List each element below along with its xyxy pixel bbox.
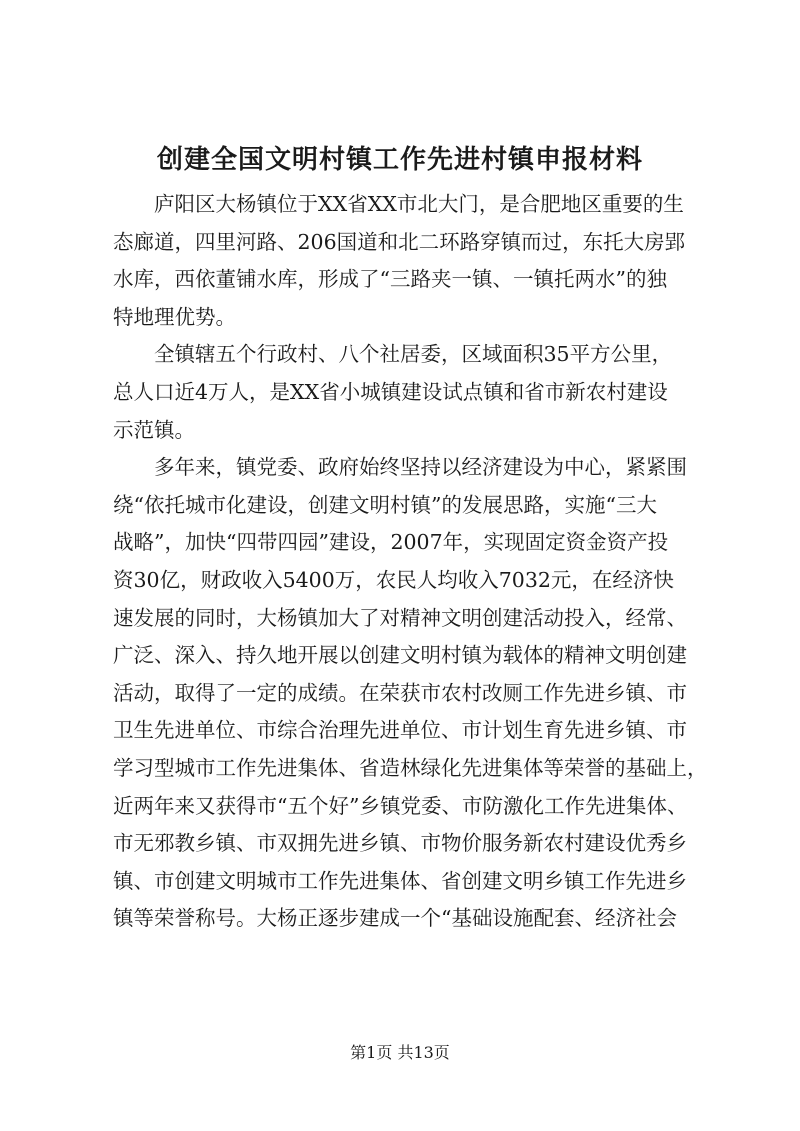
paragraph-1 xyxy=(113,186,713,336)
text-line: 庐阳区大杨镇位于XX省XX市北大门，是合肥地区重要的生 xyxy=(154,192,684,216)
text-line: 总人口近4万人，是XX省小城镇建设试点镇和省市新农村建设 xyxy=(113,379,668,404)
text-line: 镇、市创建文明城市工作先进集体、省创建文明乡镇工作先进乡 xyxy=(113,868,687,893)
text-line: 卫生先进单位、市综合治理先进单位、市计划生育先进乡镇、市 xyxy=(113,718,687,743)
paragraph-2 xyxy=(113,336,713,449)
document-title: 创建全国文明村镇工作先进村镇申报材料 xyxy=(156,145,643,175)
text-line: 学习型城市工作先进集体、省造林绿化先进集体等荣誉的基础上， xyxy=(113,755,708,780)
text-line: 资30亿，财政收入5400万，农民人均收入7032元，在经济快 xyxy=(113,567,674,592)
text-line: 速发展的同时，大杨镇加大了对精神文明创建活动投入，经常、 xyxy=(113,605,687,630)
text-line: 战略”，加快“四带四园”建设，2007年，实现固定资金资产投 xyxy=(113,530,669,555)
text-line: 绕“依托城市化建设，创建文明村镇”的发展思路，实施“三大 xyxy=(113,492,657,517)
document-body xyxy=(113,186,713,938)
text-line: 镇等荣誉称号。大杨正逐步建成一个“基础设施配套、经济社会 xyxy=(113,906,677,931)
paragraph-3 xyxy=(113,449,713,938)
text-line: 广泛、深入、持久地开展以创建文明村镇为载体的精神文明创建 xyxy=(113,643,687,668)
text-line: 多年来，镇党委、政府始终坚持以经济建设为中心，紧紧围 xyxy=(154,455,687,480)
text-line: 水库，西依董铺水库，形成了“三路夹一镇、一镇托两水”的独 xyxy=(113,267,667,292)
text-line: 市无邪教乡镇、市双拥先进乡镇、市物价服务新农村建设优秀乡 xyxy=(113,831,687,856)
text-line: 态廊道，四里河路、206国道和北二环路穿镇而过，东托大房郢 xyxy=(113,229,686,254)
page-number-footer: 第1页 共13页 xyxy=(350,1043,450,1062)
text-line: 近两年来又获得市“五个好”乡镇党委、市防激化工作先进集体、 xyxy=(113,793,688,818)
text-line: 活动，取得了一定的成绩。在荣获市农村改厕工作先进乡镇、市 xyxy=(113,680,687,705)
text-line: 特地理优势。 xyxy=(113,304,236,329)
text-line: 全镇辖五个行政村、八个社居委，区域面积35平方公里， xyxy=(154,342,673,367)
text-line: 示范镇。 xyxy=(113,417,195,442)
